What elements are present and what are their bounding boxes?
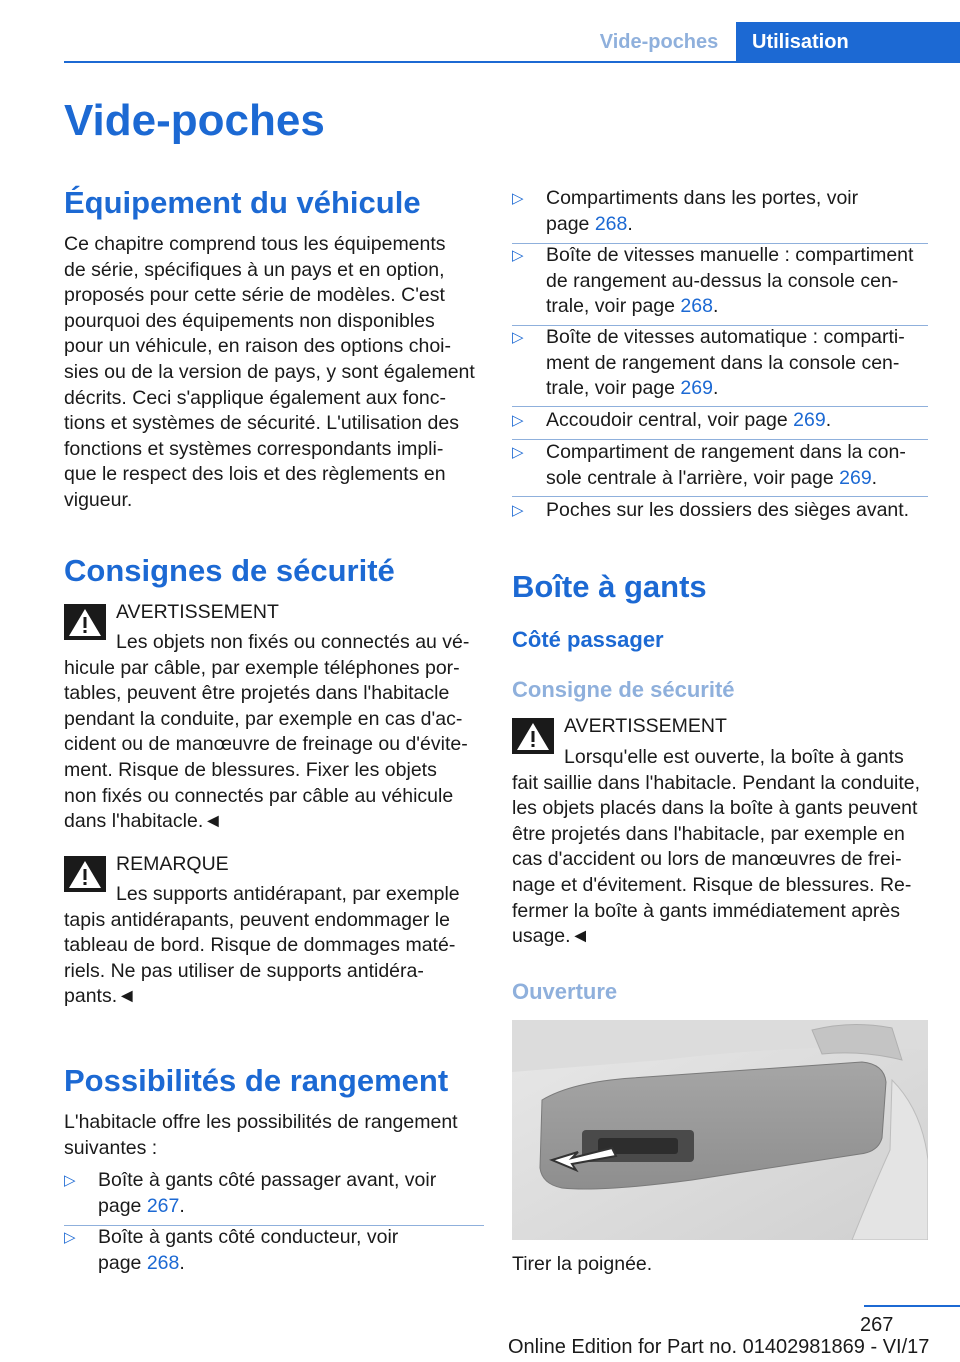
page-link[interactable]: 267 <box>146 1194 180 1217</box>
triangle-bullet-icon: ▷ <box>512 444 524 461</box>
page-title: Vide-poches <box>64 96 325 145</box>
triangle-bullet-icon: ▷ <box>512 329 524 346</box>
header-chapter-tab: Utilisation <box>736 22 960 62</box>
storage-paragraph: L'habitacle offre les possibilités de rangement suivantes : <box>64 1111 458 1159</box>
page-link[interactable]: 268 <box>680 295 713 318</box>
passenger-side-heading: Côté passager <box>512 627 664 652</box>
triangle-bullet-icon: ▷ <box>512 502 524 519</box>
equipment-heading: Équipement du véhicule <box>64 185 421 220</box>
page-link[interactable]: 269 <box>680 377 713 400</box>
safety-heading: Consignes de sécurité <box>64 553 395 588</box>
triangle-bullet-icon: ▷ <box>512 247 524 264</box>
triangle-bullet-icon: ▷ <box>512 190 524 207</box>
list-divider <box>512 496 928 497</box>
triangle-bullet-icon: ▷ <box>64 1229 76 1246</box>
safety-subheading: Consigne de sécurité <box>512 677 735 702</box>
page-link[interactable]: 268 <box>146 1251 180 1274</box>
warning-label: AVERTISSEMENT <box>564 715 727 737</box>
list-divider <box>512 406 928 407</box>
page-number: 267 <box>860 1314 894 1336</box>
header-section-tab: Vide-poches <box>599 30 719 53</box>
warning-label: AVERTISSEMENT <box>116 601 279 623</box>
edition-text: Online Edition for Part no. 01402981869 - VI/17 <box>508 1336 930 1358</box>
page-link[interactable]: 268 <box>594 212 628 235</box>
opening-heading: Ouverture <box>512 979 618 1004</box>
glovebox-illustration <box>512 1020 928 1240</box>
equipment-paragraph: Ce chapitre comprend tous les équipements de série, spécifiques à un pays et en option, proposés pour cette série de modèles. C'est pourquoi des équipements non disponibles pour un véhicule, en raison des options choi‐ sies ou de la version de pays, y sont également décrits. Ceci s'applique également aux fonc‐ tions et systèmes de sécurité. L'utilisation des fonctions et systèmes correspondants impli‐ que le respect des lois et des règlements en vigueur. <box>64 233 475 511</box>
warning-text: Les objets non fixés ou connectés au vé‐ hicule par câble, par exemple téléphones por‐ tables, peuvent être projetés dans l'habitacle pendant la conduite, par exemple en cas d'ac‐ cident ou de manœuvre de freinage ou d'évite‐ ment. Risque de blessures. Fixer les objets non fixés ou connectés par câble au véhicule dans l'habitacle.◄ <box>64 631 470 833</box>
storage-heading: Possibilités de rangement <box>64 1063 449 1098</box>
triangle-bullet-icon: ▷ <box>64 1172 76 1189</box>
note-text: Les supports antidérapant, par exemple tapis antidérapants, peuvent endommager le tableau de bord. Risque de dommages maté‐ riels. Ne pas utiliser de supports antidéra‐ pants.◄ <box>64 883 460 1008</box>
image-caption: Tirer la poignée. <box>512 1253 653 1275</box>
note-label: REMARQUE <box>116 853 229 875</box>
page-link[interactable]: 269 <box>839 466 872 489</box>
triangle-bullet-icon: ▷ <box>512 412 524 429</box>
page-link[interactable]: 269 <box>793 409 826 431</box>
glovebox-heading: Boîte à gants <box>512 569 707 604</box>
header-rule <box>64 61 960 63</box>
warning-text: Lorsqu'elle est ouverte, la boîte à gants fait saillie dans l'habitacle. Pendant la conduite, les objets placés dans la boîte à gants peuvent être projetés dans l'habitacle, par exemple en cas d'accident ou lors de manœuvres de frei‐ nage et d'évitement. Risque de blessures. Re‐ fermer la boîte à gants immédiatement après usage.◄ <box>512 746 921 948</box>
footer-rule <box>864 1305 960 1307</box>
